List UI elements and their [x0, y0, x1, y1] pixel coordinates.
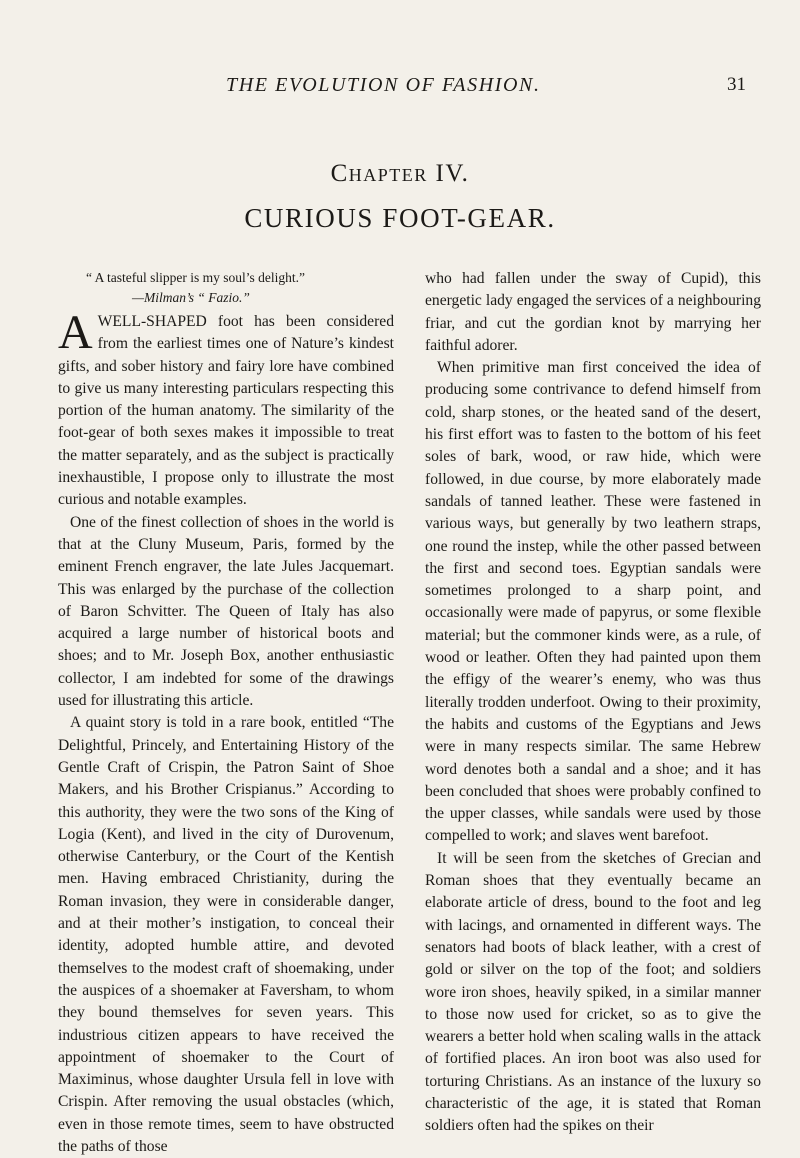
page-number: 31: [727, 74, 746, 95]
running-title: THE EVOLUTION OF FASHION.: [226, 74, 541, 96]
paragraph: It will be seen from the sketches of Grecian and Roman shoes that they eventually became an elaborate article of dress, bound to the foot and leg with lacings, and ornamented in different ways. The senators had boots of black leather, with a crest of gold or silver on the top of the foot; and soldiers wore iron shoes, heavily spiked, in a similar manner to those now used for cricket, so as to give the wearers a better hold when scaling walls in the attack of fortified places. An iron boot was also used for torturing Christians. As an instance of the luxury so characteristic of the age, it is stated that Roman soldiers often had the spikes on their: [425, 849, 761, 1135]
paragraph: A quaint story is told in a rare book, entitled “The Delightful, Princely, and Entertaining History of the Gentle Craft of Crispin, the Patron Saint of Shoe Makers, and his Brother Crispianus.” According to this authority, they were the two sons of the King of Logia (Kent), and lived in the city of Durovenum, otherwise Canterbury, or the Court of the Kentish men. Having embraced Christianity, during the Roman invasion, they were in considerable danger, and at their mother’s instigation, to conceal their identity, adopted humble attire, and devoted themselves to the modest craft of shoemaking, under the auspices of a shoemaker at Faversham, to whom they bound themselves for seven years. This industrious citizen appears to have received the appointment of shoemaker to the Court of Maximinus, whose daughter Ursula fell in love with Crispin. After removing the usual obstacles (which, even in those remote times, seem to have obstructed the paths of those: [58, 714, 394, 1155]
paragraph: When primitive man first conceived the idea of producing some contrivance to defend himself from cold, sharp stones, or the heated sand of the desert, his first effort was to fasten to the bottom of his feet soles of bark, wood, or raw hide, which were followed, in due course, by more elaborately made sandals of tanned leather. These were fastened in various ways, but generally by two leathern straps, one round the instep, while the other passed between the first and second toes. Egyptian sandals were sometimes prolonged to a sharp point, and occasionally were made of papyrus, or some flexible material; but the commoner kinds were, as a rule, of wood or leather. Often they had painted upon them the effigy of the wearer’s enemy, who was thus literally trodden underfoot. Owing to their proximity, the habits and customs of the Egyptians and Jews were in many respects similar. The same Hebrew word denotes both a sandal and a shoe; and it has been concluded that shoes were probably confined to the upper classes, while sandals were used by those compelled to work; and slaves went barefoot.: [425, 359, 761, 845]
paragraph: One of the finest collection of shoes in the world is that at the Cluny Museum, Paris, formed by the eminent French engraver, the late Jules Jacquemart. This was enlarged by the purchase of the collection of Baron Schvitter. The Queen of Italy has also acquired a large number of historical boots and shoes; and to Mr. Joseph Box, another enthusiastic collector, I am indebted for some of the drawings used for illustrating this article.: [58, 513, 394, 710]
epigraph: [58, 268, 394, 308]
running-header: [0, 74, 800, 100]
lead-paragraph: [58, 306, 394, 512]
lead-text: foot has been considered from the earliest times one of Nature’s kindest gifts, and sober history and fairy lore have combined to give us many interesting particulars respecting this portion of the human anatomy. The similarity of the foot-gear of both sexes makes it impossible to treat the matter separately, and as the subject is practically inexhaustible, I propose only to illustrate the most curious and notable examples.: [58, 313, 394, 509]
epigraph-attribution: [86, 288, 394, 308]
left-column: [58, 268, 394, 1158]
lead-smallcaps: WELL-SHAPED: [97, 313, 207, 330]
epigraph-attribution-work: “ Fazio.”: [197, 290, 250, 305]
chapter-title: CURIOUS FOOT-GEAR.: [244, 203, 556, 233]
drop-cap: A: [58, 306, 93, 359]
epigraph-quote: “ A tasteful slipper is my soul’s delight.”: [86, 270, 305, 285]
chapter-label: Chapter IV.: [330, 160, 470, 187]
epigraph-attribution-prefix: —Milman’s: [132, 290, 198, 305]
paragraph: who had fallen under the sway of Cupid), this energetic lady engaged the services of a neighbouring friar, and cut the gordian knot by marrying her faithful adorer.: [425, 270, 761, 354]
right-column: [425, 268, 761, 1138]
